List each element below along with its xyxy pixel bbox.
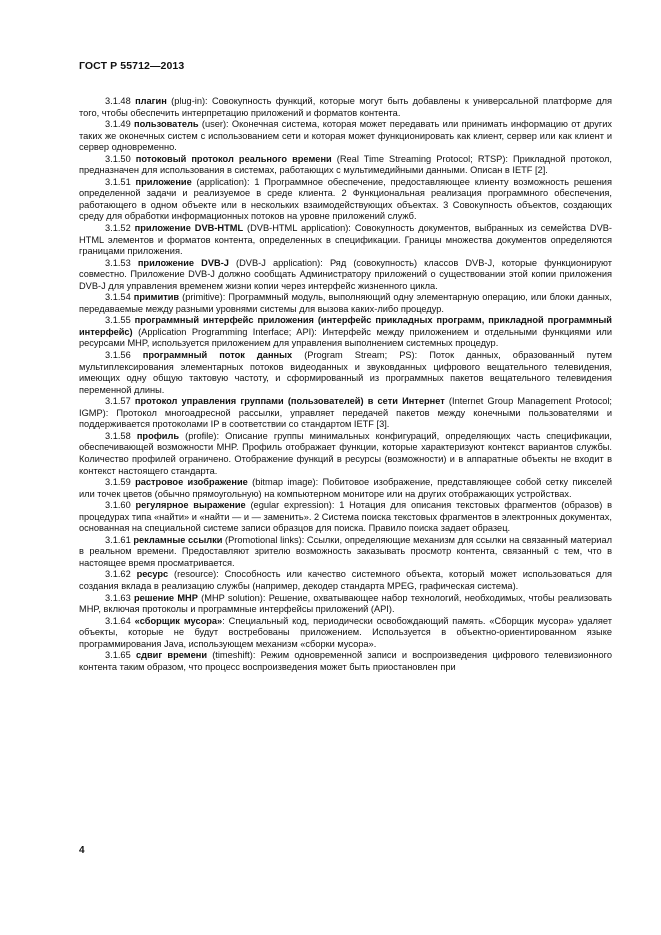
entry-term: регулярное выражение: [135, 500, 246, 511]
entry-definition: (Real Time Streaming Protocol; RTSP): Прикладной протокол, предназначен для использования в системах, работающих с мультимедийными данными. Описан в IETF [2].: [79, 153, 612, 176]
entry-term: приложение DVB-HTML: [134, 223, 244, 234]
definition-entry: [79, 119, 612, 154]
entry-number: 3.1.65: [105, 650, 131, 661]
entry-number: 3.1.52: [105, 223, 131, 234]
definition-entry: [79, 315, 612, 350]
entry-term: растровое изображение: [135, 477, 248, 488]
entry-number: 3.1.54: [105, 292, 131, 303]
entry-number: 3.1.56: [105, 350, 131, 361]
entry-term: решение MHP: [134, 592, 198, 603]
definition-entry: [79, 569, 612, 592]
entry-number: 3.1.58: [105, 430, 131, 441]
definition-entry: [79, 477, 612, 500]
definitions-list: [79, 96, 612, 673]
entry-term: протокол управления группами (пользователей) в сети Интернет: [134, 396, 445, 407]
entry-number: 3.1.61: [105, 534, 131, 545]
entry-number: 3.1.49: [105, 119, 131, 130]
definition-entry: [79, 154, 612, 177]
entry-number: 3.1.64: [105, 615, 131, 626]
entry-number: 3.1.59: [105, 477, 131, 488]
entry-definition: (application): 1 Программное обеспечение, предоставляющее клиенту возможность решения определенной задачи и реализуемое в среде клиента. 2 Функциональная реализация программного обеспечения, работающего в одном объекте или в нескольких взаимодействующих объектах. 3 Совокупность объектов, создающих среду для обработки информационных потоков на уровне приложений служб.: [79, 176, 612, 222]
definition-entry: [79, 500, 612, 535]
definition-entry: [79, 535, 612, 570]
entry-number: 3.1.51: [105, 176, 131, 187]
entry-definition: (timeshift): Режим одновременной записи и воспроизведения цифрового телевизионного контента таким образом, что процесс воспроизведения может быть приостановлен при: [79, 650, 613, 672]
entry-definition: (MHP solution): Решение, охватывающее набор технологий, необходимых, чтобы реализовать MHP, включая протоколы и программные интерфейсы приложений (API).: [79, 592, 612, 615]
entry-definition: (Promotional links): Ссылки, определяющие механизм для ссылки на связанный материал в реальном времени. Предоставляют зрителю возможность заказывать просмотр контента, связанный с тем, что в настоящее время просматривается.: [79, 534, 612, 568]
definition-entry: [79, 431, 612, 477]
entry-definition: (Program Stream; PS): Поток данных, образованный путем мультиплексирования элементарных потоков видеоданных и звуковданных цифрового вещательного телевидения, имеющих одну общую тактовую частоту, и сформированный из программных пакетов вещательного телевидения переменной длины.: [79, 350, 612, 395]
entry-term: ресурс: [136, 569, 169, 580]
entry-number: 3.1.60: [105, 500, 131, 511]
entry-definition: (DVB-J application): Ряд (совокупность) классов DVB-J, которые функционируют совместно. Приложение DVB-J должно сообщать Администратору приложений о существовании этой копии приложения DVB-J для управления временем жизни копии через интерфейс жизненного цикла.: [79, 257, 613, 291]
entry-number: 3.1.53: [105, 257, 131, 268]
entry-number: 3.1.50: [105, 153, 131, 164]
definition-entry: [79, 350, 612, 396]
entry-term: плагин: [135, 96, 167, 106]
entry-definition: (DVB-HTML application): Совокупность документов, выбранных из семейства DVB-HTML элементов и форматов контента, определенных в спецификации. Границы множества документов определяются границами приложения.: [79, 223, 612, 257]
definition-entry: [79, 593, 612, 616]
entry-term: программный интерфейс приложения (интерфейс прикладных программ, прикладной программный интерфейс): [79, 315, 612, 337]
definition-entry: [79, 616, 612, 651]
entry-term: профиль: [136, 430, 180, 441]
entry-definition: (Internet Group Management Protocol; IGMP): Протокол многоадресной рассылки, управляет передачей пакетов между конечными пользователями и поддерживается протоколами IP в соответствии со стандартом IETF [3].: [79, 396, 613, 430]
definition-entry: [79, 177, 612, 223]
definition-entry: [79, 396, 612, 431]
page-number: 4: [79, 845, 85, 856]
entry-term: приложение DVB-J: [137, 257, 229, 268]
definition-entry: [79, 292, 612, 315]
entry-definition: (Application Programming Interface; API): Интерфейс между приложением и отдельными функциями или ресурсами MHP, используется приложением для управления выполнением системных процедур.: [79, 326, 612, 349]
entry-definition: (egular expression): 1 Нотация для описания текстовых фрагментов (образов) в процедурах типа «найти» и «найти — и — заменить». 2 Система поиска текстовых фрагментов в электронных документах, основанная на специальной системе записи образцов для поиска. Правило поиска задает образец.: [79, 500, 612, 534]
entry-term: примитив: [133, 292, 180, 303]
entry-number: 3.1.55: [105, 315, 131, 326]
standard-header: ГОСТ Р 55712—2013: [79, 60, 185, 72]
entry-term: рекламные ссылки: [133, 534, 223, 545]
entry-number: 3.1.62: [105, 569, 131, 580]
entry-term: сдвиг времени: [135, 650, 208, 661]
entry-definition: (profile): Описание группы минимальных конфигураций, определяющих часть спецификации, обеспечивающей возможности MHP. Профиль отображает функции, которые характеризуют контекст вариантов службы. Количество профилей ограничено. Отображение функций в ресурсы (возможности) и в аппаратные объекты не входит в контекст настоящего стандарта.: [79, 430, 612, 476]
entry-term: приложение: [135, 176, 192, 187]
entry-number: 3.1.63: [105, 592, 131, 603]
entry-definition: (user): Оконечная система, которая может передавать или принимать информацию от других таких же оконечных систем с использованием сети и которая может функционировать как клиент, сервер или как клиент и сервер одновременно.: [79, 119, 612, 153]
entry-definition: (resource): Способность или качество системного объекта, который может использоваться для создания вклада в реализацию службы (например, декодер стандарта MPEG, графическая система).: [79, 569, 613, 591]
definition-entry: [79, 650, 612, 673]
entry-term: пользователь: [134, 119, 199, 130]
entry-term: потоковый протокол реального времени: [135, 153, 332, 164]
entry-number: 3.1.57: [105, 396, 131, 407]
definition-entry: [79, 258, 612, 293]
entry-number: 3.1.48: [105, 96, 131, 106]
entry-definition: (primitive): Программный модуль, выполняющий одну элементарную операцию, или блоки данных, передаваемые между разными уровнями системы для вызова каких-либо процедур.: [79, 292, 613, 314]
entry-term: «сборщик мусора»: [134, 615, 223, 626]
entry-definition: (plug-in): Совокупность функций, которые могут быть добавлены к универсальной платформе для того, чтобы обеспечить интерпретацию приложений и форматов контента.: [79, 96, 612, 118]
definition-entry: [79, 96, 612, 119]
definition-entry: [79, 223, 612, 258]
entry-definition: (bitmap image): Побитовое изображение, представляющее собой сетку пикселей или точек цветов (обычно прямоугольную) на компьютерном мониторе или на других отображающих устройствах.: [79, 477, 612, 499]
entry-definition: : Специальный код, периодически освобождающий память. «Сборщик мусора» удаляет объекты, которые не будут востребованы приложением. Используется в объектно-ориентированном языке программирования Java, использующем механизм «сборки мусора».: [79, 615, 612, 649]
entry-term: программный поток данных: [142, 350, 293, 361]
